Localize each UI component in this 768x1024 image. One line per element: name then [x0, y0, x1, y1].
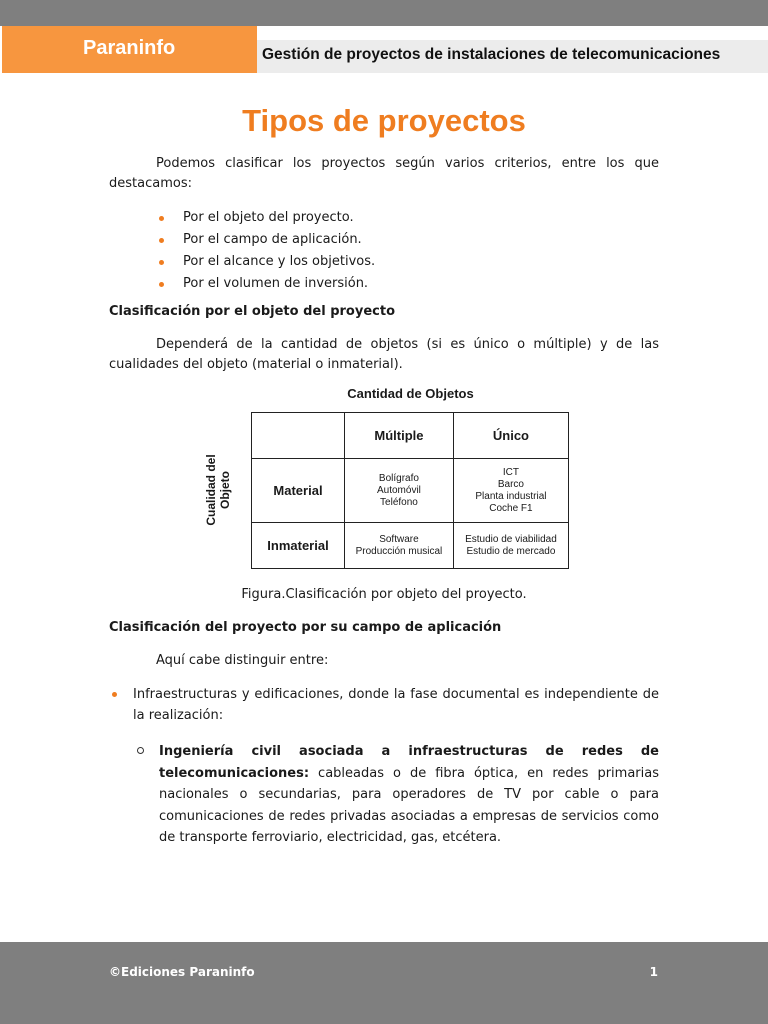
criteria-list	[157, 207, 375, 295]
figure-caption: Figura.Clasificación por objeto del proyecto.	[241, 587, 527, 602]
bullet-dot-icon	[159, 260, 164, 265]
list-item: Por el campo de aplicación.	[157, 229, 375, 251]
bullet-circle-icon	[137, 747, 144, 754]
row-header-material: Material	[252, 459, 345, 523]
page-number: 1	[649, 965, 658, 979]
bullet-dot-icon	[159, 238, 164, 243]
figure-title: Cantidad de Objetos	[347, 386, 474, 401]
table-cell: Software Producción musical	[345, 523, 454, 569]
section-heading-campo: Clasificación del proyecto por su campo de aplicación	[109, 620, 502, 635]
sub-bullet-text: Ingeniería civil asociada a infraestructuras de redes de telecomunicaciones: cableadas o de fibra óptica, en redes primarias nacionales o secundarias, para operadores de TV por cable o para comunicaciones de redes privadas asociadas a empresas de servicios como de transporte ferroviario, electricidad, gas, etcétera.	[159, 744, 659, 845]
table-cell: Estudio de viabilidad Estudio de mercado	[453, 523, 568, 569]
section-heading-objeto: Clasificación por el objeto del proyecto	[109, 304, 395, 319]
figure-axis-label: Cualidad del Objeto	[204, 454, 232, 526]
bullet-text: Infraestructuras y edificaciones, donde la fase documental es independiente de la realización:	[133, 687, 659, 723]
classification-matrix	[251, 412, 569, 569]
list-item: Por el alcance y los objetivos.	[157, 251, 375, 273]
brand-logo: Paraninfo	[2, 26, 257, 73]
table-cell: ICT Barco Planta industrial Coche F1	[453, 459, 568, 523]
list-item	[137, 741, 659, 849]
page-footer	[0, 942, 768, 1024]
column-header-multiple: Múltiple	[345, 413, 454, 459]
row-header-inmaterial: Inmaterial	[252, 523, 345, 569]
table-cell: Bolígrafo Automóvil Teléfono	[345, 459, 454, 523]
intro-paragraph: Podemos clasificar los proyectos según varios criterios, entre los que destacamos:	[109, 156, 659, 191]
bullet-dot-icon	[112, 692, 117, 697]
list-item: Por el volumen de inversión.	[157, 273, 375, 295]
column-header-unico: Único	[453, 413, 568, 459]
list-item	[109, 684, 659, 726]
list-item: Por el objeto del proyecto.	[157, 207, 375, 229]
footer-copyright: ©Ediciones Paraninfo	[109, 965, 255, 979]
page-title: Tipos de proyectos	[242, 103, 526, 138]
section-paragraph-objeto: Dependerá de la cantidad de objetos (si es único o múltiple) y de las cualidades del objeto (material o inmaterial).	[109, 337, 659, 372]
bullet-dot-icon	[159, 282, 164, 287]
bullet-dot-icon	[159, 216, 164, 221]
header-top-bar	[0, 0, 768, 26]
table-corner-cell	[252, 413, 345, 459]
book-title: Gestión de proyectos de instalaciones de telecomunicaciones	[257, 40, 768, 73]
section-paragraph-campo: Aquí cabe distinguir entre:	[156, 653, 329, 668]
